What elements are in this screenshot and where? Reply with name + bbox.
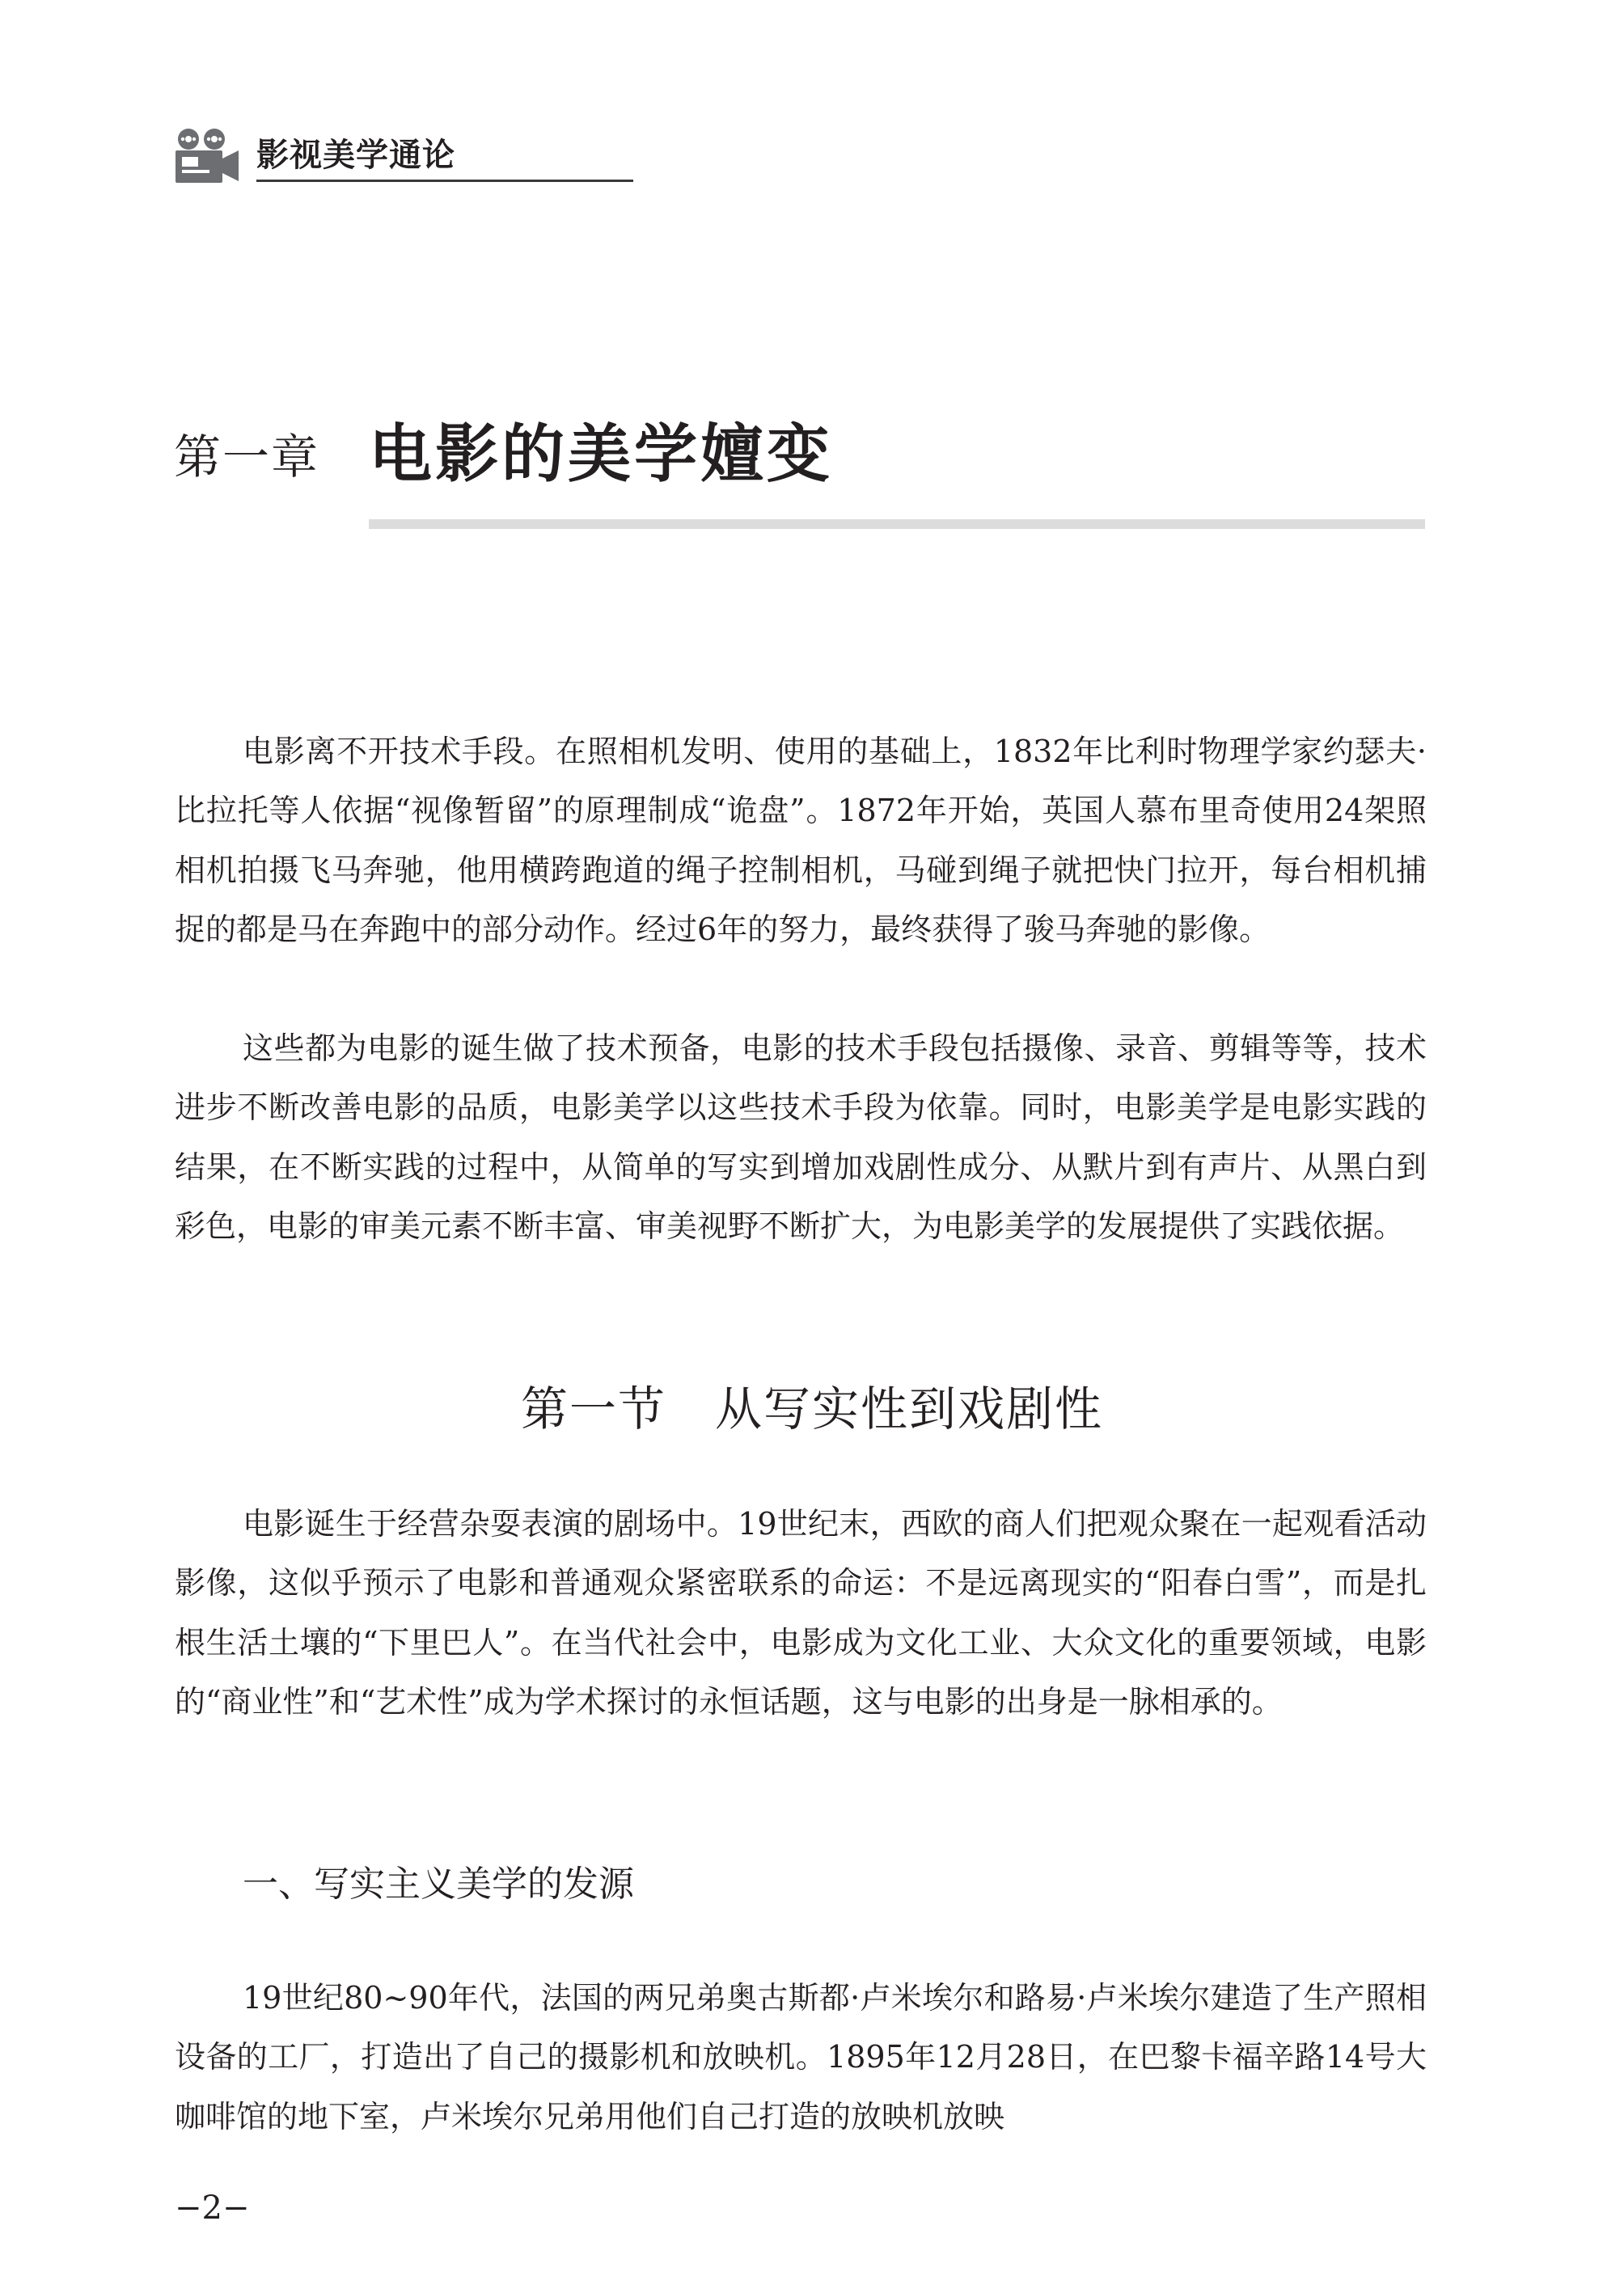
body-paragraph-2: 这些都为电影的诞生做了技术预备，电影的技术手段包括摄像、录音、剪辑等等，技术进步不断改善电影的品质，电影美学以这些技术手段为依靠。同时，电影美学是电影实践的结果，在不断实践的过程中，从简单的写实到增加戏剧性成分、从默片到有声片、从黑白到彩色，电影的审美元素不断丰富、审美视野不断扩大，为电影美学的发展提供了实践依据。 xyxy=(175,1030,1427,1245)
header-underline xyxy=(256,180,633,182)
section-paragraph-1: 电影诞生于经营杂耍表演的剧场中。19世纪末，西欧的商人们把观众聚在一起观看活动影像，这似乎预示了电影和普通观众紧密联系的命运：不是远离现实的“阳春白雪”，而是扎根生活土壤的“下里巴人”。在当代社会中，电影成为文化工业、大众文化的重要领域，电影的“商业性”和“艺术性”成为学术探讨的永恒话题，这与电影的出身是一脉相承的。 xyxy=(175,1506,1427,1720)
film-camera-icon xyxy=(172,128,240,186)
subsection-paragraph-1: 19世纪80~90年代，法国的两兄弟奥古斯都·卢米埃尔和路易·卢米埃尔建造了生产照相设备的工厂，打造出了自己的摄影机和放映机。1895年12月28日，在巴黎卡福辛路14号大咖啡馆的地下室，卢米埃尔兄弟用他们自己打造的放映机放映 xyxy=(175,1980,1427,2134)
subsection-title: 一、写实主义美学的发源 xyxy=(243,1864,634,1905)
chapter-number: 第一章 xyxy=(174,429,320,484)
body-paragraph-1: 电影离不开技术手段。在照相机发明、使用的基础上，1832年比利时物理学家约瑟夫·比拉托等人依据“视像暂留”的原理制成“诡盘”。1872年开始，英国人慕布里奇使用24架照相机拍摄飞马奔驰，他用横跨跑道的绳子控制相机，马碰到绳子就把快门拉开，每台相机捕捉的都是马在奔跑中的部分动作。经过6年的努力，最终获得了骏马奔驰的影像。 xyxy=(175,734,1427,948)
running-header xyxy=(172,128,463,186)
chapter-title: 电影的美学嬗变 xyxy=(369,417,834,491)
page-number: −2− xyxy=(175,2189,250,2227)
chapter-title-rule xyxy=(369,519,1425,529)
section-title: 第一节 从写实性到戏剧性 xyxy=(520,1381,1103,1436)
book-title: 影视美学通论 xyxy=(256,136,455,174)
